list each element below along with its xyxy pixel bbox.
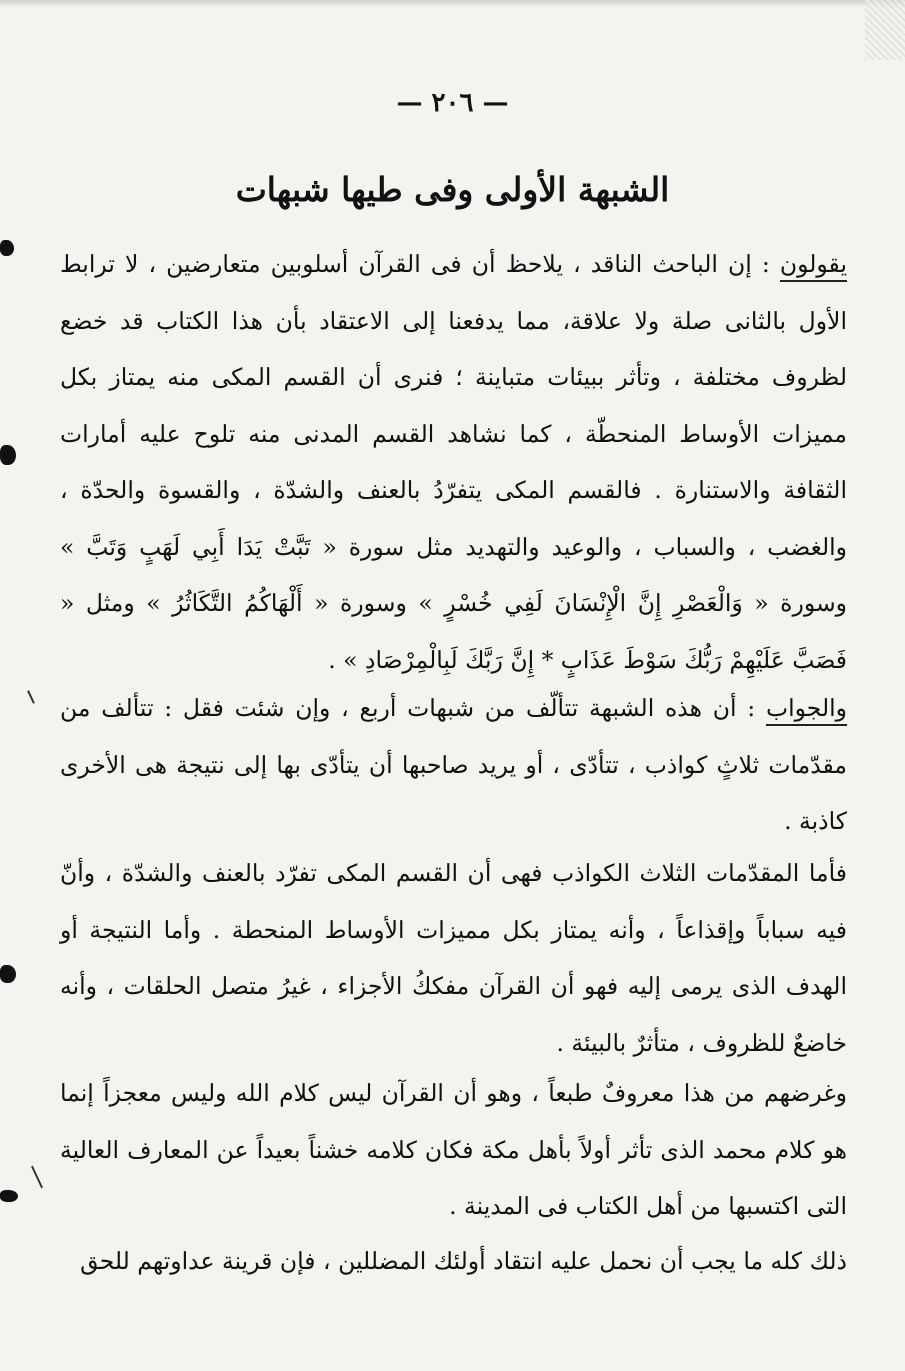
paragraph-text: ذلك كله ما يجب أن نحمل عليه انتقاد أولئك المضللين ، فإن قرينة عداوتهم للحق — [80, 1247, 847, 1275]
page-number: — ٢٠٦ — — [396, 88, 509, 118]
paragraph-claim — [60, 236, 847, 688]
paragraph-text: وغرضهم من هذا معروفٌ طبعاً ، وهو أن القرآن ليس كلام الله وليس معجزاً إنما هو كلام محمد الذى تأثر أولاً بأهل مكة فكان كلامه خشناً بعيداً عن المعارف العالية التى اكتسبها من أهل الكتاب فى المدينة . — [60, 1079, 847, 1220]
paragraph-text: : أن هذه الشبهة تتألّف من شبهات أربع ، وإن شئت فقل : تتألف من مقدّمات ثلاثٍ كواذب ، تتأدّى ، أو يريد صاحبها أن يتأدّى بها إلى نتيجة هى الأخرى كاذبة . — [60, 694, 847, 835]
margin-ink-blot — [0, 445, 16, 465]
paragraph-conclusion — [60, 1233, 847, 1290]
margin-pen-mark — [31, 1166, 43, 1189]
paragraph-lead-word: والجواب — [766, 694, 847, 726]
paragraph-text: فأما المقدّمات الثلاث الكواذب فهى أن القسم المكى تفرّد بالعنف والشدّة ، وأنّ فيه سباباً وإقذاعاً ، وأنه يمتاز بكل مميزات الأوساط المنحطة . وأما النتيجة أو الهدف الذى يرمى إليه فهو أن القرآن مفككُ الأجزاء ، غيرُ متصل الحلقات ، وأنه خاضعٌ للظروف ، متأثرٌ بالبيئة . — [60, 859, 847, 1057]
margin-pen-mark — [27, 690, 35, 704]
margin-ink-blot — [0, 965, 16, 983]
section-heading: الشبهة الأولى وفى طيها شبهات — [235, 170, 670, 209]
paragraph-premises — [60, 845, 847, 1071]
paragraph-purpose — [60, 1065, 847, 1235]
margin-ink-blot — [0, 1190, 18, 1202]
scan-top-edge — [0, 0, 905, 8]
paragraph-text: : إن الباحث الناقد ، يلاحظ أن فى القرآن أسلوبين متعارضين ، لا ترابط الأول بالثانى صلة ولا علاقة، مما يدفعنا إلى الاعتقاد بأن هذا الكتاب قد خضع لظروف مختلفة ، وتأثر ببيئات متباينة ؛ فنرى أن القسم المكى منه يمتاز بكل مميزات الأوساط المنحطّة ، كما نشاهد القسم المدنى منه تلوح عليه أمارات الثقافة والاستنارة . فالقسم المكى يتفرّدُ بالعنف والشدّة ، والقسوة والحدّة ، والغضب ، والسباب ، والوعيد والتهديد مثل سورة « تَبَّتْ يَدَا أَبِي لَهَبٍ وَتَبَّ » وسورة « وَالْعَصْرِ إِنَّ الْإِنْسَانَ لَفِي خُسْرٍ » وسورة « أَلْهَاكُمُ التَّكَاثُرُ » ومثل « فَصَبَّ عَلَيْهِمْ رَبُّكَ سَوْطَ عَذَابٍ * إِنَّ رَبَّكَ لَبِالْمِرْصَادِ » . — [60, 250, 847, 674]
scan-corner-noise — [865, 0, 905, 60]
paragraph-answer — [60, 680, 847, 850]
paragraph-lead-word: يقولون — [780, 250, 847, 282]
margin-ink-blot — [0, 240, 14, 256]
